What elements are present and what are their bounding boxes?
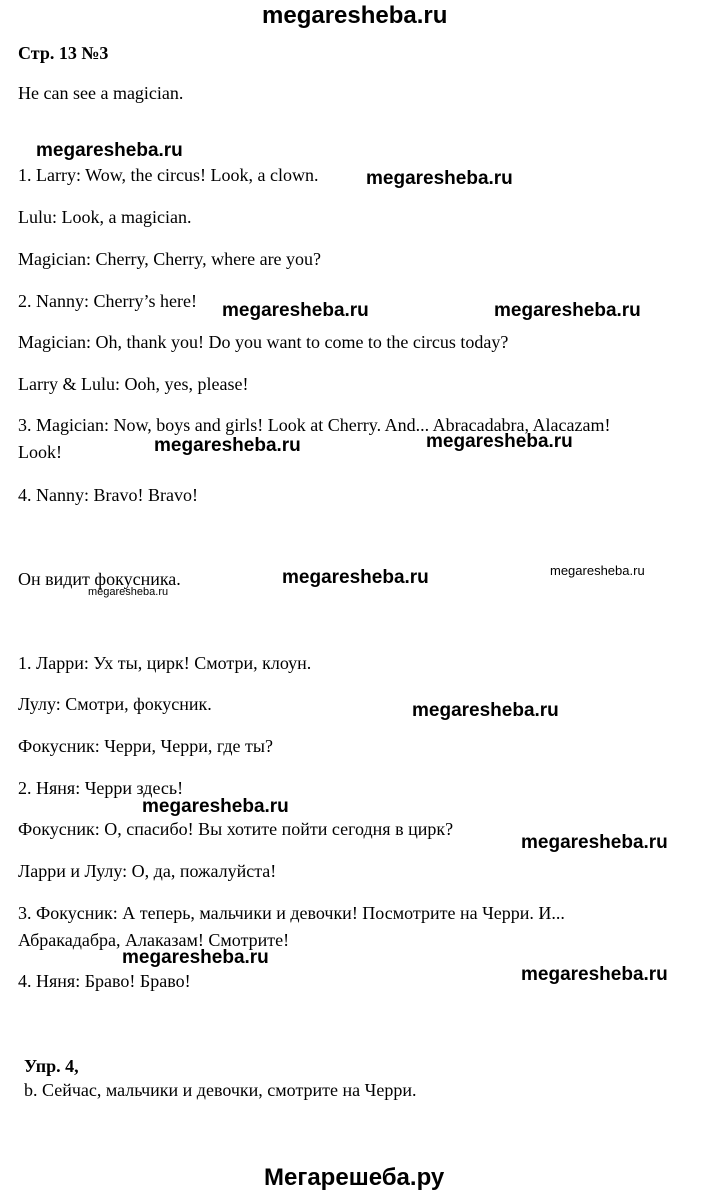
russian-line-6: Ларри и Лулу: О, да, пожалуйста!	[18, 861, 277, 881]
watermark: megaresheba.ru	[550, 563, 645, 578]
watermark: megaresheba.ru	[426, 431, 573, 452]
watermark: megaresheba.ru	[521, 964, 668, 985]
russian-line-3: Фокусник: Черри, Черри, где ты?	[18, 736, 273, 756]
russian-intro: Он видит фокусника.	[18, 569, 181, 589]
english-line-4: 2. Nanny: Cherry’s here!	[18, 291, 197, 311]
russian-line-9: 4. Няня: Браво! Браво!	[18, 971, 191, 991]
english-intro: He can see a magician.	[18, 83, 184, 103]
watermark: megaresheba.ru	[282, 567, 429, 588]
english-line-8: Look!	[18, 442, 62, 462]
watermark: megaresheba.ru	[222, 300, 369, 321]
watermark: megaresheba.ru	[412, 700, 559, 721]
watermark: megaresheba.ru	[494, 300, 641, 321]
watermark: megaresheba.ru	[122, 947, 269, 968]
russian-line-8: Абракадабра, Алаказам! Смотрите!	[18, 930, 290, 950]
english-line-2: Lulu: Look, a magician.	[18, 207, 192, 227]
russian-line-4: 2. Няня: Черри здесь!	[18, 778, 184, 798]
russian-line-2: Лулу: Смотри, фокусник.	[18, 694, 212, 714]
watermark: megaresheba.ru	[88, 586, 169, 598]
russian-line-7: 3. Фокусник: А теперь, мальчики и девочки! Посмотрите на Черри. И...	[18, 903, 565, 923]
english-line-5: Magician: Oh, thank you! Do you want to come to the circus today?	[18, 332, 509, 352]
watermark: megaresheba.ru	[36, 140, 183, 161]
watermark: megaresheba.ru	[154, 435, 301, 456]
watermark: megaresheba.ru	[521, 832, 668, 853]
page-reference: Стр. 13 №3	[18, 43, 109, 63]
english-line-1: 1. Larry: Wow, the circus! Look, a clown.	[18, 165, 319, 185]
english-line-3: Magician: Cherry, Cherry, where are you?	[18, 249, 322, 269]
exercise-title: Упр. 4,	[24, 1056, 79, 1076]
exercise-text: b. Сейчас, мальчики и девочки, смотрите на Черри.	[24, 1080, 417, 1100]
english-line-7: 3. Magician: Now, boys and girls! Look at Cherry. And... Abracadabra, Alacazam!	[18, 415, 611, 435]
site-footer: Мегарешеба.ру	[264, 1164, 445, 1191]
site-header: megaresheba.ru	[262, 2, 448, 29]
watermark: megaresheba.ru	[142, 796, 289, 817]
english-line-6: Larry & Lulu: Ooh, yes, please!	[18, 374, 249, 394]
english-line-9: 4. Nanny: Bravo! Bravo!	[18, 485, 198, 505]
russian-line-5: Фокусник: О, спасибо! Вы хотите пойти сегодня в цирк?	[18, 819, 454, 839]
russian-line-1: 1. Ларри: Ух ты, цирк! Смотри, клоун.	[18, 653, 312, 673]
watermark: megaresheba.ru	[366, 168, 513, 189]
